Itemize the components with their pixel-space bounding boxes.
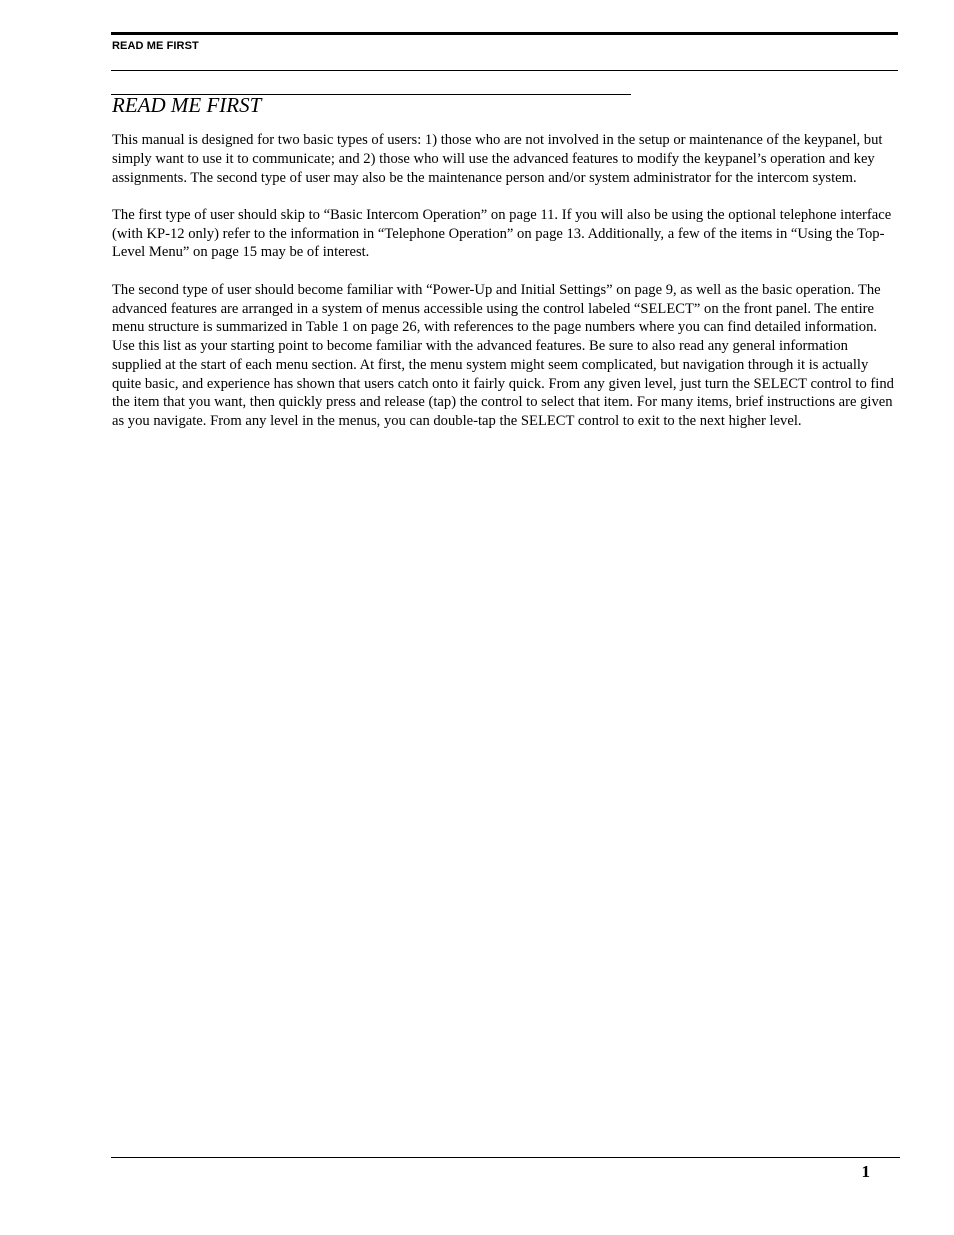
footer-divider	[111, 1157, 900, 1158]
running-header: READ ME FIRST	[112, 40, 199, 52]
paragraph-first-user: The first type of user should skip to “Basic Intercom Operation” on page 11. If you will also be using the optional telephone interface (with KP-12 only) refer to the information in “Telephone Operation” on page 13. Additionally, a few of the items in “Using the Top-Level Menu” on page 15 may be of interest.	[112, 206, 892, 261]
paragraph-second-user: The second type of user should become familiar with “Power-Up and Initial Settings” on page 9, as well as the basic operation. The advanced features are arranged in a system of menus accessible using the control labeled “SELECT” on the front panel. The entire menu structure is summarized in Table 1 on page 26, with references to the page numbers where you can find detailed information. Use this list as your starting point to become familiar with the advanced features. Be sure to also read any general information supplied at the start of each menu section. At first, the menu system might seem complicated, but navigation through it is actually quite basic, and experience has shown that users catch onto it fairly quick. From any given level, just turn the SELECT control to find the item that you want, then quickly press and release (tap) the control to select that item. For many items, brief instructions are given as you navigate. From any level in the menus, you can double-tap the SELECT control to exit to the next higher level.	[112, 281, 894, 430]
page-number: 1	[861, 1162, 870, 1181]
header-top-rule	[111, 32, 898, 35]
header-divider	[111, 70, 898, 71]
paragraph-user-types: This manual is designed for two basic types of users: 1) those who are not involved in the setup or maintenance of the keypanel, but simply want to use it to communicate; and 2) those who will use the advanced features to modify the keypanel’s operation and key assignments. The second type of user may also be the maintenance person and/or system administrator for the intercom system.	[112, 132, 883, 186]
section-title: READ ME FIRST	[112, 93, 262, 117]
body-text	[112, 131, 900, 450]
